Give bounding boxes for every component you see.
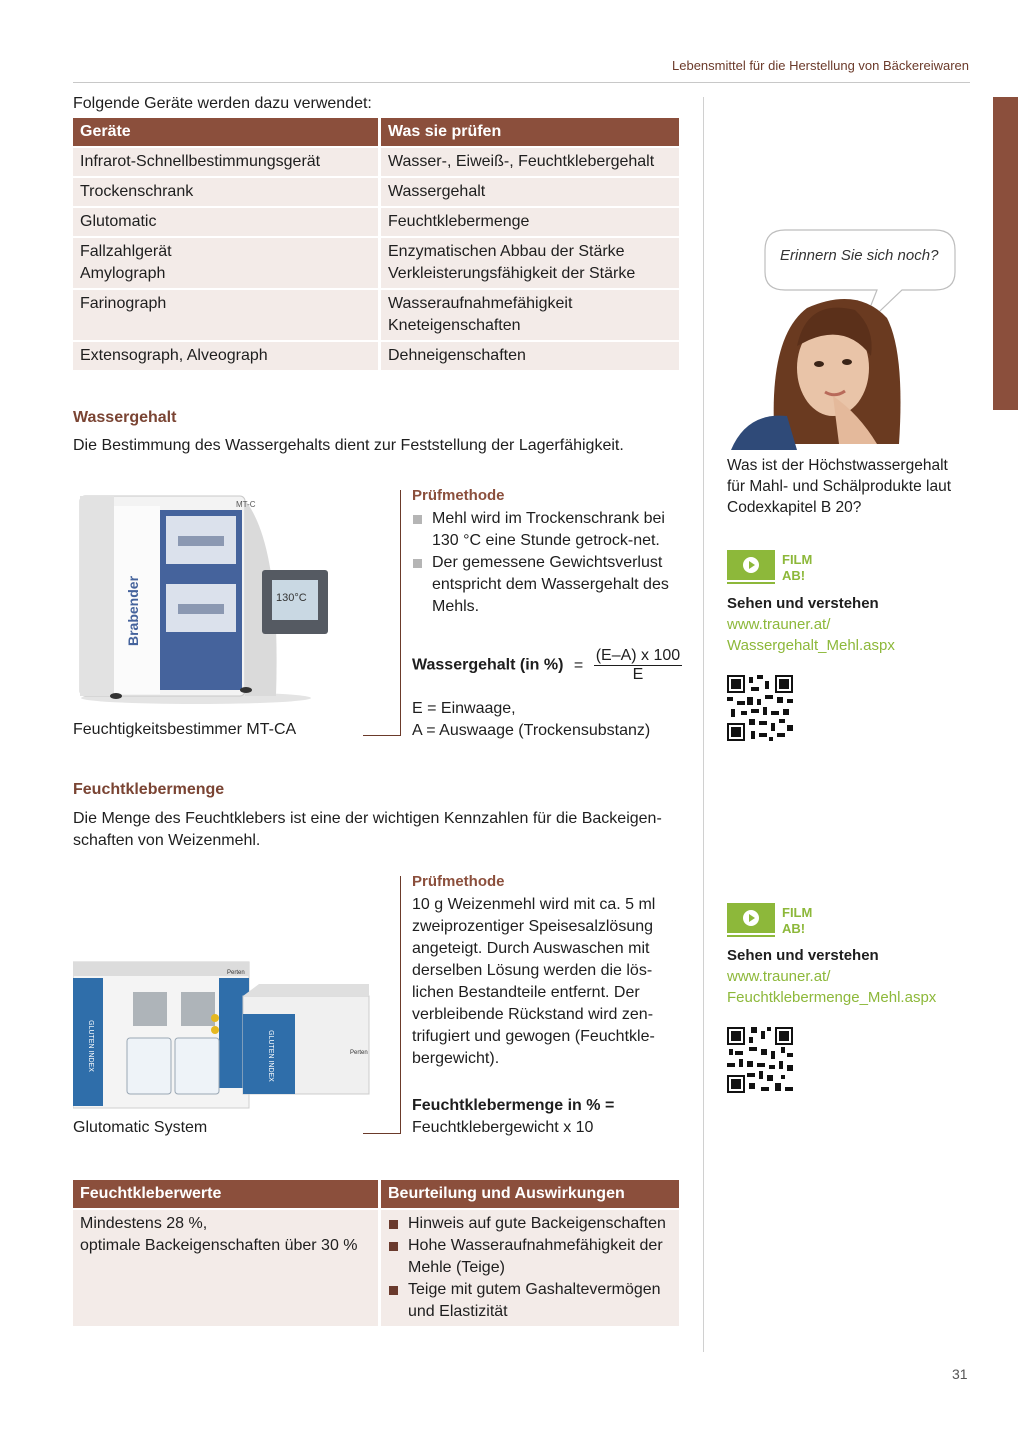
method-heading: Prüfmethode (412, 873, 505, 890)
qr-code-icon[interactable] (727, 675, 793, 741)
cell-line: Kneteigenschaften (388, 317, 521, 334)
film-underline (727, 582, 775, 584)
table-header-devices: Geräte (73, 118, 378, 146)
formula-equals: = (573, 656, 584, 674)
device-display-value: 130°C (276, 592, 307, 604)
table-cell: Wassergehalt (378, 176, 679, 206)
film-label-2: AB! (782, 921, 806, 936)
film-badge[interactable] (727, 550, 775, 580)
list-item: Hinweis auf gute Backeigenschaften (388, 1213, 672, 1235)
speech-bubble-text: Erinnern Sie sich noch? (780, 247, 939, 264)
device-model-label: MT-C (236, 500, 256, 509)
table-cell (378, 1208, 679, 1326)
table-cell: Trockenschrank (73, 176, 378, 206)
feuchtklebermenge-text: Die Menge des Feuchtklebers ist eine der wichtigen Kennzahlen für die Backeigen-schaften von Weizenmehl. (73, 810, 662, 849)
list-item: Teige mit gutem Gashaltevermögen und Elastizität (388, 1279, 672, 1323)
chapter-tab (993, 97, 1018, 410)
method-text: 10 g Weizenmehl wird mit ca. 5 ml zweiprozentiger Speisesalzlösung angeteigt. Durch Auswaschen mit derselben Lösung werden die lös-lichen Bestandteile entfernt. Der verbleibende Rückstand wird zen-trifugiert und gewogen (Feuchtkle-bergewicht). (412, 896, 656, 1067)
glutomatic-image (73, 956, 373, 1111)
section-heading-feuchtklebermenge: Feuchtklebermenge (73, 781, 225, 798)
table-cell: Dehneigenschaften (378, 340, 679, 370)
table-row (73, 206, 679, 236)
film-label-1: FILM (782, 552, 813, 567)
assessment-bullet-list (388, 1213, 672, 1323)
intro-text: Folgende Geräte werden dazu verwendet: (73, 95, 372, 112)
table-cell: Wasser-, Eiweiß-, Feuchtklebergehalt (378, 146, 679, 176)
wassergehalt-text: Die Bestimmung des Wassergehalts dient zur Feststellung der Lagerfähigkeit. (73, 437, 624, 454)
cell-line: Mindestens 28 %, (80, 1215, 208, 1232)
cell-line: Fallzahlgerät (80, 243, 172, 260)
centrifuge-side-label: GLUTEN INDEX (267, 1030, 274, 1082)
section-heading-wassergehalt: Wassergehalt (73, 409, 177, 426)
table-row (73, 288, 679, 340)
device-brand-label: Brabender (125, 575, 141, 646)
sidebar-question: Was ist der Höchstwassergehalt für Mahl- und Schälprodukte laut Codexkapitel B 20? (727, 457, 952, 516)
formula-denominator: E (632, 666, 644, 683)
header-divider (73, 82, 970, 83)
film-link-line2[interactable]: Wassergehalt_Mehl.aspx (727, 637, 895, 654)
table-row (73, 340, 679, 370)
table-row (73, 146, 679, 176)
method-bracket (363, 490, 401, 736)
image-caption-glutomatic: Glutomatic System (73, 1119, 208, 1136)
table-row (73, 1208, 679, 1326)
play-icon[interactable] (743, 557, 759, 573)
formula-legend-a: A = Auswaage (Trockensubstanz) (412, 722, 651, 739)
image-caption-moisture: Feuchtigkeitsbestimmer MT-CA (73, 721, 297, 738)
film-title: Sehen und verstehen (727, 947, 879, 964)
table-header-tests: Was sie prüfen (378, 118, 679, 146)
table-header-assessment: Beurteilung und Auswirkungen (378, 1180, 679, 1208)
film-underline (727, 935, 775, 937)
page-number: 31 (952, 1366, 968, 1382)
film-link[interactable] (727, 614, 895, 656)
cell-line: optimale Backeigenschaften über 30 % (80, 1237, 358, 1254)
formula-numerator: (E–A) x 100 (595, 647, 681, 664)
devices-table (73, 118, 679, 370)
formula-legend-e: E = Einwaage, (412, 700, 516, 717)
list-item: Mehl wird im Trockenschrank bei 130 °C eine Stunde getrock-net. (412, 508, 670, 552)
table-row (73, 236, 679, 288)
method-heading: Prüfmethode (412, 487, 505, 504)
method-bracket (363, 876, 401, 1134)
table-cell: Farinograph (73, 288, 378, 340)
table-cell (73, 1208, 378, 1326)
table-cell (378, 288, 679, 340)
cell-line: Enzymatischen Abbau der Stärke (388, 243, 625, 260)
cell-line: Amylograph (80, 265, 166, 282)
film-link[interactable] (727, 966, 936, 1008)
table-cell: Glutomatic (73, 206, 378, 236)
gluten-formula-line2: Feuchtklebergewicht x 10 (412, 1119, 594, 1136)
running-header: Lebensmittel für die Herstellung von Bäckereiwaren (672, 58, 969, 73)
glutomatic-brand: Perten (227, 970, 245, 976)
gluten-formula-line1: Feuchtklebermenge in % = (412, 1097, 615, 1114)
cell-line: Wasseraufnahmefähigkeit (388, 295, 573, 312)
moisture-analyzer-image (76, 486, 332, 706)
film-label-2: AB! (782, 568, 806, 583)
table-cell: Infrarot-Schnellbestimmungsgerät (73, 146, 378, 176)
formula-fraction (594, 647, 682, 684)
moisture-formula (412, 647, 682, 684)
centrifuge-brand: Perten (350, 1050, 368, 1056)
film-label-1: FILM (782, 905, 813, 920)
qr-code-icon[interactable] (727, 1027, 793, 1093)
film-link-line1[interactable]: www.trauner.at/ (727, 968, 831, 985)
film-badge[interactable] (727, 903, 775, 933)
table-row (73, 176, 679, 206)
list-item: Der gemessene Gewichtsverlust entspricht dem Wassergehalt des Mehls. (412, 552, 670, 618)
cell-line: Verkleisterungsfähigkeit der Stärke (388, 265, 636, 282)
glutomatic-side-label: GLUTEN INDEX (87, 1020, 94, 1072)
column-divider (703, 97, 704, 1352)
table-cell: Feuchtklebermenge (378, 206, 679, 236)
film-link-line2[interactable]: Feuchtklebermenge_Mehl.aspx (727, 989, 937, 1006)
list-item: Hohe Wasseraufnahmefähigkeit der Mehle (Teige) (388, 1235, 672, 1279)
gluten-values-table (73, 1180, 679, 1326)
table-cell (73, 236, 378, 288)
formula-label: Wassergehalt (in %) (412, 656, 564, 674)
film-title: Sehen und verstehen (727, 595, 879, 612)
play-icon[interactable] (743, 910, 759, 926)
film-link-line1[interactable]: www.trauner.at/ (727, 616, 831, 633)
table-header-values: Feuchtkleberwerte (73, 1180, 378, 1208)
method-bullet-list (412, 508, 670, 618)
table-cell: Extensograph, Alveograph (73, 340, 378, 370)
table-cell (378, 236, 679, 288)
